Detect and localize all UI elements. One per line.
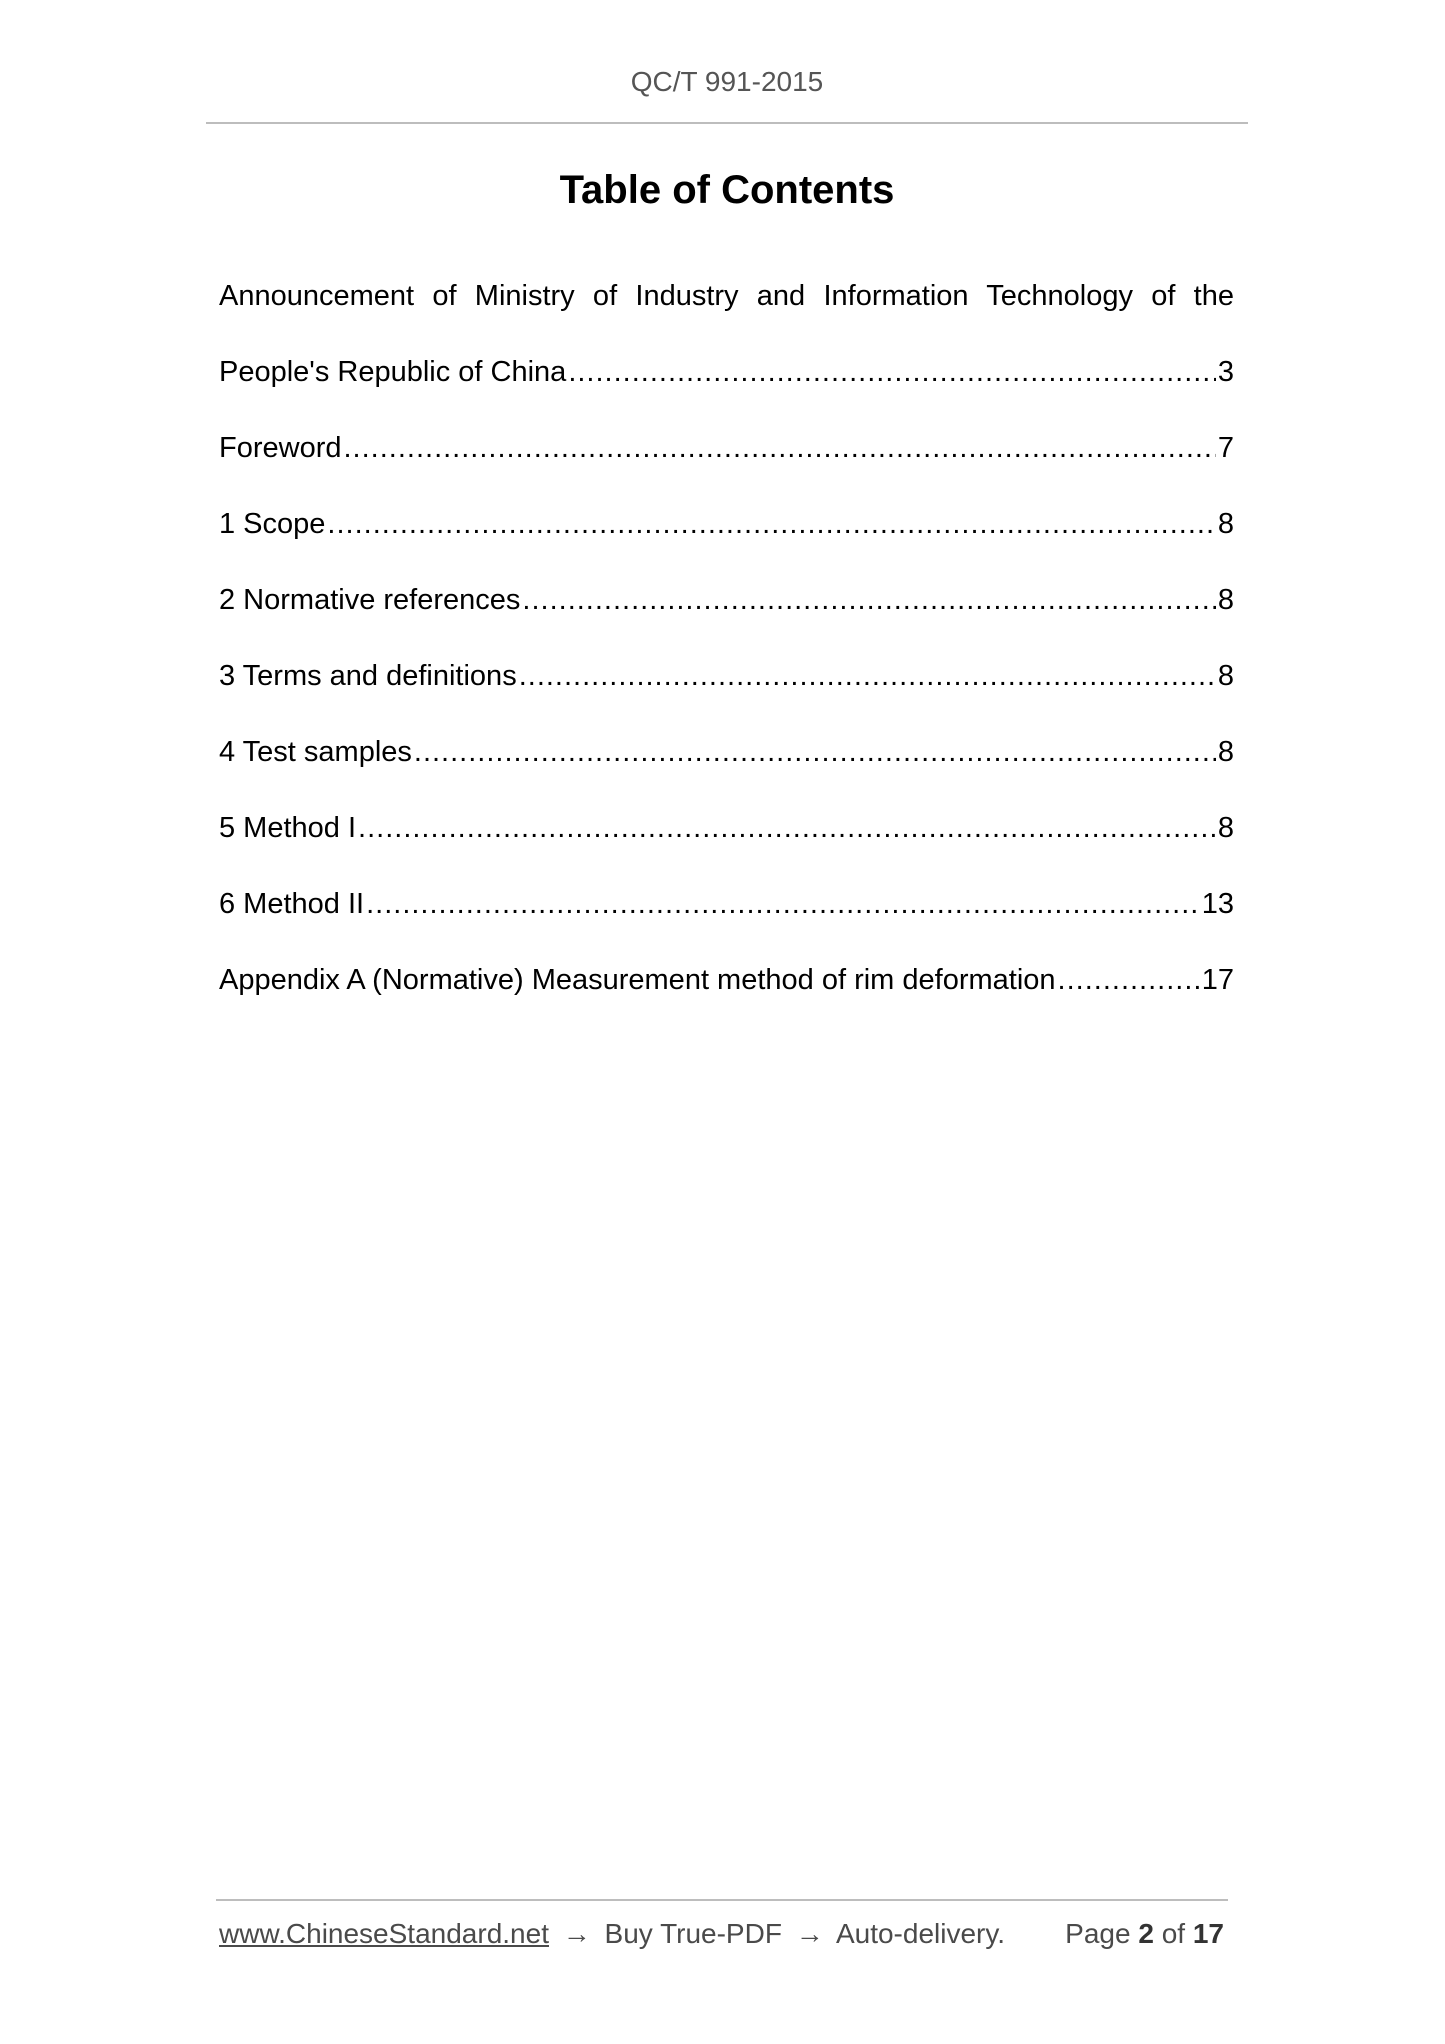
toc-entry[interactable] xyxy=(219,356,1234,432)
dot-leader xyxy=(366,888,1200,921)
page-title: Table of Contents xyxy=(559,168,895,212)
toc-page-number: 17 xyxy=(1201,964,1234,996)
toc-page-number: 8 xyxy=(1217,736,1234,768)
dot-leader xyxy=(1058,964,1200,997)
toc-page-number: 8 xyxy=(1217,660,1234,692)
toc-entry[interactable] xyxy=(219,888,1234,964)
document-id-header: QC/T 991-2015 xyxy=(630,66,824,97)
toc-page-number: 3 xyxy=(1217,356,1234,388)
toc-entry-line[interactable] xyxy=(219,280,1234,356)
toc-entry-text: 6 Method II xyxy=(219,888,365,920)
toc-entry-text: 1 Scope xyxy=(219,508,326,540)
toc-entry-text: 3 Terms and definitions xyxy=(219,660,517,692)
footer-promo xyxy=(219,1918,1005,1950)
dot-leader xyxy=(327,508,1215,541)
delivery-text: Auto-delivery. xyxy=(835,1918,1006,1949)
footer-divider xyxy=(216,1899,1228,1901)
table-of-contents xyxy=(219,280,1234,1040)
current-page-number: 2 xyxy=(1138,1918,1154,1949)
header-divider xyxy=(206,122,1248,124)
toc-page-number: 13 xyxy=(1201,888,1234,920)
website-link[interactable]: www.ChineseStandard.net xyxy=(219,1918,549,1949)
arrow-right-icon: → xyxy=(562,1918,591,1949)
toc-entry-text: Foreword xyxy=(219,432,342,464)
of-label: of xyxy=(1161,1918,1186,1949)
toc-entry[interactable] xyxy=(219,736,1234,812)
toc-page-number: 7 xyxy=(1217,432,1234,464)
toc-page-number: 8 xyxy=(1217,508,1234,540)
dot-leader xyxy=(568,356,1216,389)
toc-entry-text: 4 Test samples xyxy=(219,736,412,768)
toc-entry[interactable] xyxy=(219,584,1234,660)
page-indicator xyxy=(1065,1918,1224,1950)
dot-leader xyxy=(414,736,1216,769)
toc-entry-text: Appendix A (Normative) Measurement method of rim deformation xyxy=(219,964,1056,996)
dot-leader xyxy=(519,660,1216,693)
toc-entry[interactable] xyxy=(219,432,1234,508)
toc-entry-text: Announcement of Ministry of Industry and Information Technology of the xyxy=(219,280,1234,312)
dot-leader xyxy=(344,432,1216,465)
toc-entry-text: People's Republic of China xyxy=(219,356,567,388)
page-label: Page xyxy=(1065,1918,1131,1949)
toc-entry[interactable] xyxy=(219,508,1234,584)
toc-entry-text: 2 Normative references xyxy=(219,584,521,616)
toc-page-number: 8 xyxy=(1217,812,1234,844)
arrow-right-icon: → xyxy=(795,1918,824,1949)
toc-entry-text: 5 Method I xyxy=(219,812,357,844)
toc-entry[interactable] xyxy=(219,660,1234,736)
total-page-count: 17 xyxy=(1192,1918,1224,1949)
page-footer xyxy=(219,1918,1224,1950)
toc-page-number: 8 xyxy=(1217,584,1234,616)
buy-text: Buy True-PDF xyxy=(604,1918,782,1949)
toc-entry[interactable] xyxy=(219,812,1234,888)
toc-entry[interactable] xyxy=(219,964,1234,1040)
dot-leader xyxy=(358,812,1216,845)
dot-leader xyxy=(522,584,1215,617)
